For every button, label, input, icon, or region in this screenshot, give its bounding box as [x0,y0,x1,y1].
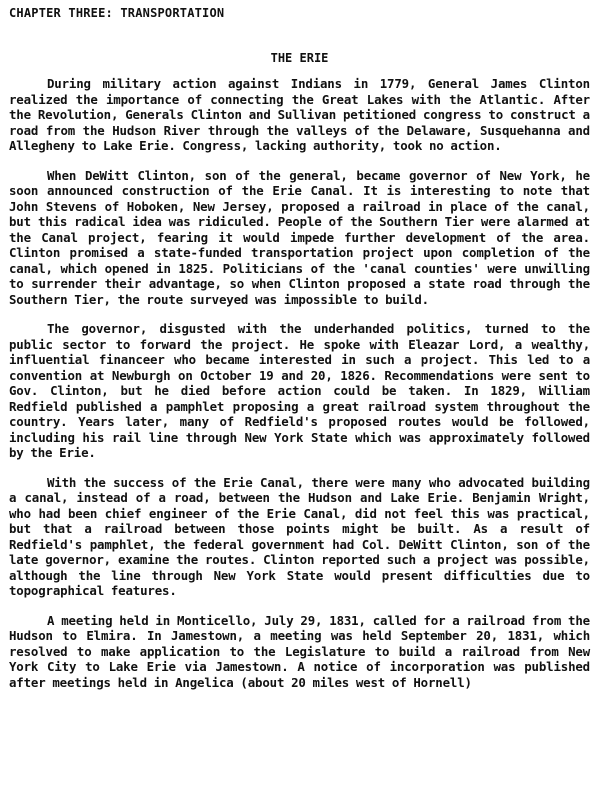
paragraph-3: The governor, disgusted with the underhanded politics, turned to the public sector to forward the project. He spoke with Eleazar Lord, a wealthy, influential financeer who became interested in such a project. This led to a convention at Newburgh on October 19 and 20, 1826. Recommendations were sent to Gov. Clinton, but he died before action could be taken. In 1829, William Redfield published a pamphlet proposing a great railroad system throughout the country. Years later, many of Redfield's proposed routes would be followed, including his rail line through New York State which was approximately followed by the Erie. [9,321,590,460]
paragraph-5: A meeting held in Monticello, July 29, 1831, called for a railroad from the Hudson to Elmira. In Jamestown, a meeting was held September 20, 1831, which resolved to make application to the Legislature to build a railroad from New York City to Lake Erie via Jamestown. A notice of incorporation was published after meetings held in Angelica (about 20 miles west of Hornell) [9,612,590,690]
section-title: THE ERIE [270,51,329,65]
paragraph-4: With the success of the Erie Canal, there were many who advocated building a canal, instead of a road, between the Hudson and Lake Erie. Benjamin Wright, who had been chief engineer of the Erie Canal, did not feel this was practical, but that a railroad between those points might be built. As a result of Redfield's pamphlet, the federal government had Col. DeWitt Clinton, son of the late governor, examine the routes. Clinton reported such a project was possible, although the line through New York State would present difficulties due to topographical features. [9,474,590,598]
paragraph-2: When DeWitt Clinton, son of the general, became governor of New York, he soon announced construction of the Erie Canal. It is interesting to note that John Stevens of Hoboken, New Jersey, proposed a railroad in place of the canal, but this radical idea was ridiculed. People of the Southern Tier were alarmed at the Canal project, fearing it would impede further development of the area. Clinton promised a state-funded transportation project upon completion of the canal, which opened in 1825. Politicians of the 'canal counties' were unwilling to surrender their advantage, so when Clinton proposed a state road through the Southern Tier, the route surveyed was impossible to build. [9,167,590,307]
paragraph-1: During military action against Indians in 1779, General James Clinton realized the importance of connecting the Great Lakes with the Atlantic. After the Revolution, Generals Clinton and Sullivan petitioned congress to construct a road from the Hudson River through the valleys of the Delaware, Susquehanna and Allegheny to Lake Erie. Congress, lacking authority, took no action. [9,76,590,153]
body-text [9,76,590,690]
chapter-heading: CHAPTER THREE: TRANSPORTATION [9,6,225,20]
